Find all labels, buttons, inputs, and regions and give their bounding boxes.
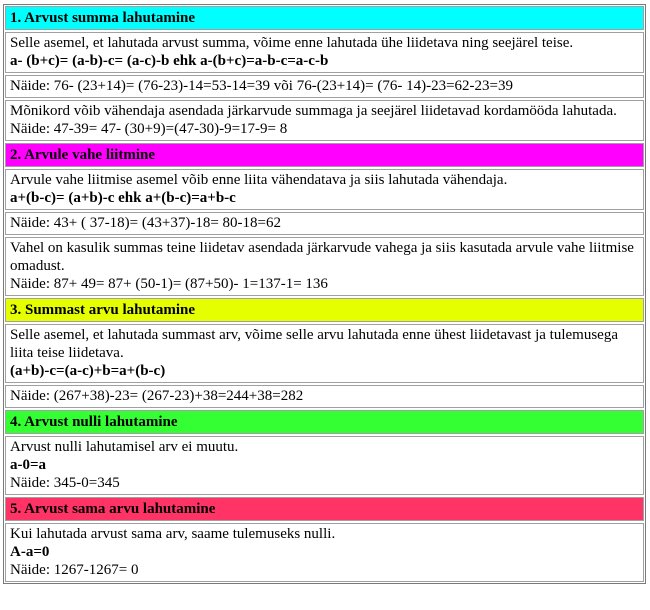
text-line: Arvust nulli lahutamisel arv ei muutu. — [10, 439, 239, 455]
section-header: 4. Arvust nulli lahutamine — [5, 410, 644, 434]
formula: (a+b)-c=(a-c)+b=a+(b-c) — [10, 363, 166, 379]
formula: A-a=0 — [10, 544, 50, 560]
text-line: Selle asemel, et lahutada summast arv, võime selle arvu lahutada enne ühest liidetavast ja tulemusega liita teise liidetava. — [10, 327, 618, 361]
text-line: Arvule vahe liitmise asemel võib enne liita vähendatava ja siis lahutada vähendaja. — [10, 172, 508, 188]
rule-row — [5, 169, 644, 210]
rule-row — [5, 324, 644, 383]
rule-row — [5, 385, 644, 408]
text-line: Mõnikord võib vähendaja asendada järkarvude summaga ja seejärel liidetavad kordamööda lahutada. — [10, 103, 617, 119]
section-header: 1. Arvust summa lahutamine — [5, 6, 644, 30]
rule-row — [5, 100, 644, 141]
formula: a+(b-c)= (a+b)-c ehk a+(b-c)=a+b-c — [10, 190, 236, 206]
text-line: Kui lahutada arvust sama arv, saame tulemuseks nulli. — [10, 526, 336, 542]
section-header: 5. Arvust sama arvu lahutamine — [5, 497, 644, 521]
text-line: Näide: 1267-1267= 0 — [10, 562, 139, 578]
text-line: Selle asemel, et lahutada arvust summa, võime enne lahutada ühe liidetava ning seejärel teise. — [10, 35, 574, 51]
text-line: Näide: 47-39= 47- (30+9)=(47-30)-9=17-9= 8 — [10, 121, 288, 137]
rule-row — [5, 436, 644, 495]
text-line: Näide: 345-0=345 — [10, 475, 120, 491]
rule-row — [5, 237, 644, 296]
section-header: 2. Arvule vahe liitmine — [5, 143, 644, 167]
text-line: Näide: 87+ 49= 87+ (50-1)= (87+50)- 1=137-1= 136 — [10, 276, 328, 292]
rule-row — [5, 75, 644, 98]
rules-table — [3, 4, 646, 584]
text-line: Näide: 43+ ( 37-18)= (43+37)-18= 80-18=62 — [10, 215, 281, 231]
formula: a- (b+c)= (a-b)-c= (a-c)-b ehk a-(b+c)=a-b-c=a-c-b — [10, 53, 329, 69]
text-line: Näide: (267+38)-23= (267-23)+38=244+38=282 — [10, 388, 304, 404]
text-line: Vahel on kasulik summas teine liidetav asendada järkarvude vahega ja siis kasutada arvule vahe liitmise omadust. — [10, 240, 634, 274]
text-line: Näide: 76- (23+14)= (76-23)-14=53-14=39 või 76-(23+14)= (76- 14)-23=62-23=39 — [10, 78, 513, 94]
rule-row — [5, 212, 644, 235]
formula: a-0=a — [10, 457, 47, 473]
rule-row — [5, 523, 644, 582]
section-header: 3. Summast arvu lahutamine — [5, 298, 644, 322]
rule-row — [5, 32, 644, 73]
